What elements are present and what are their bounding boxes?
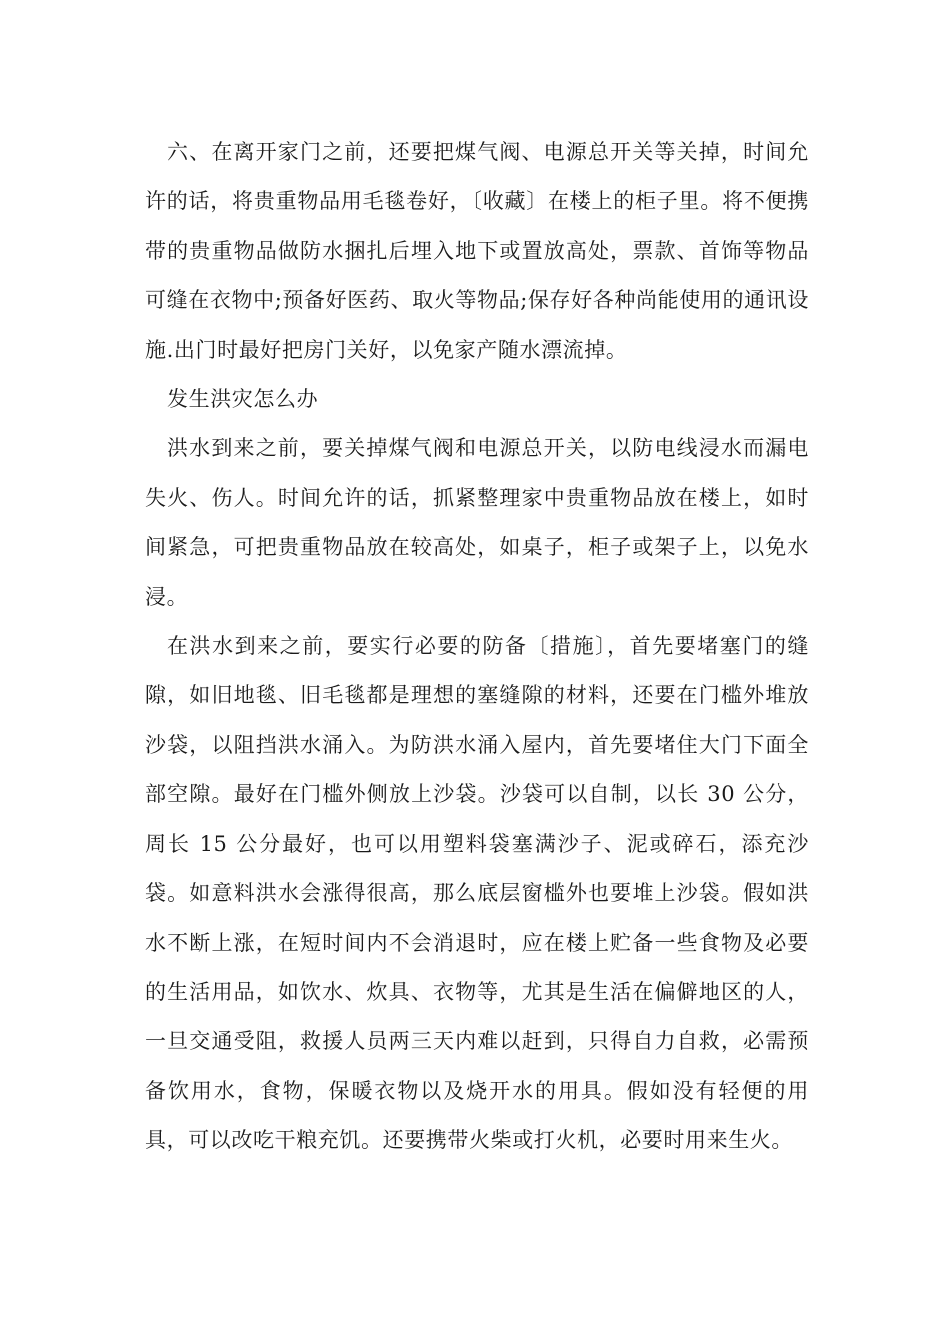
paragraph-precautions: 在洪水到来之前，要实行必要的防备〔措施〕，首先要堵塞门的缝隙，如旧地毯、旧毛毯都是理想的塞缝隙的材料，还要在门槛外堆放沙袋，以阻挡洪水涌入。为防洪水涌入屋内，首先要堵住大门下面全部空隙。最好在门槛外侧放上沙袋。沙袋可以自制，以长 30 公分，周长 15 公分最好，也可以用塑料袋塞满沙子、泥或碎石，添充沙袋。如意料洪水会涨得很高，那么底层窗槛外也要堆上沙袋。假如洪水不断上涨，在短时间内不会消退时，应在楼上贮备一些食物及必要的生活用品，如饮水、炊具、衣物等，尤其是生活在偏僻地区的人，一旦交通受阻，救援人员两三天内难以赶到，只得自力自救，必需预备饮用水，食物，保暖衣物以及烧开水的用具。假如没有轻便的用具，可以改吃干粮充饥。还要携带火柴或打火机，必要时用来生火。 [145, 634, 809, 1153]
paragraph-leaving-home: 六、在离开家门之前，还要把煤气阀、电源总开关等关掉，时间允许的话，将贵重物品用毛毯卷好，〔收藏〕在楼上的柜子里。将不便携带的贵重物品做防水捆扎后埋入地下或置放高处，票款、首饰等物品可缝在衣物中;预备好医药、取火等物品;保存好各种尚能使用的通讯设施.出门时最好把房门关好，以免家产随水漂流掉。 [145, 140, 809, 362]
section-heading: 发生洪灾怎么办 [167, 387, 319, 412]
paragraph-before-flood: 洪水到来之前，要关掉煤气阀和电源总开关，以防电线浸水而漏电失火、伤人。时间允许的话，抓紧整理家中贵重物品放在楼上，如时间紧急，可把贵重物品放在较高处，如桌子，柜子或架子上，以免水浸。 [145, 436, 809, 609]
document-body [145, 128, 809, 1166]
